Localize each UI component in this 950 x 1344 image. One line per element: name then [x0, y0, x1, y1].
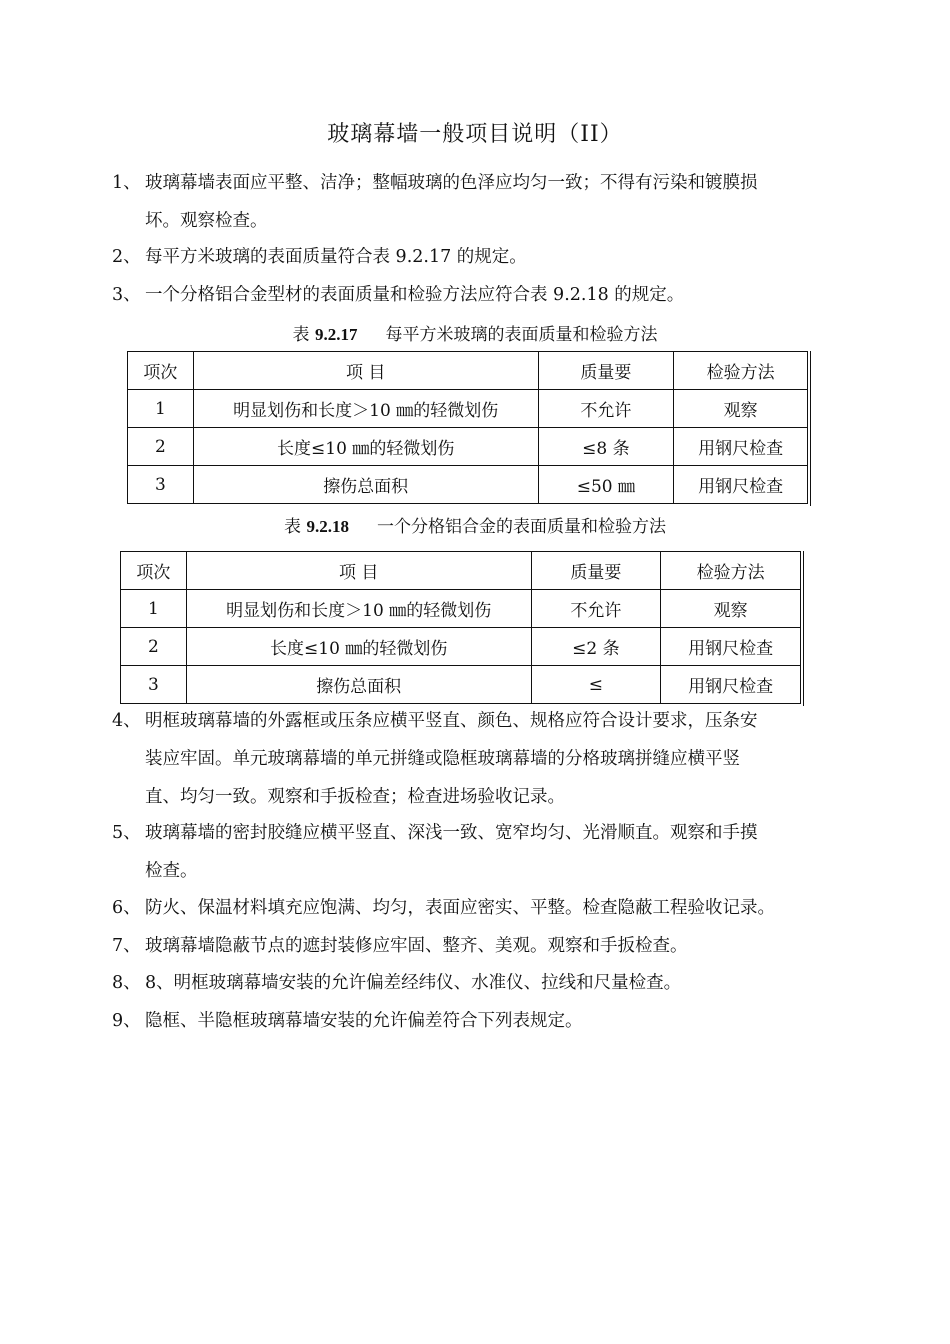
paragraph-2 [112, 238, 812, 276]
table-border-line [810, 351, 811, 506]
table-cell: 观察 [674, 390, 808, 428]
paragraph-number: 5、 [112, 823, 141, 843]
table-cell: 1 [121, 590, 187, 628]
header-cell: 项次 [121, 552, 187, 590]
table-cell: 擦伤总面积 [193, 466, 538, 504]
table-cell: 用钢尺检查 [674, 428, 808, 466]
table-cell: 用钢尺检查 [674, 466, 808, 504]
table-cell: 明显划伤和长度＞10 ㎜的轻微划伤 [193, 390, 538, 428]
table-cell: 2 [121, 628, 187, 666]
table-9-2-17 [127, 351, 808, 504]
caption-text: 一个分格铝合金的表面质量和检验方法 [376, 517, 666, 537]
header-cell: 项次 [128, 352, 194, 390]
caption-prefix: 表 [292, 325, 315, 345]
paragraph-6 [112, 889, 812, 927]
header-cell: 质量要 [538, 352, 674, 390]
table-cell: 明显划伤和长度＞10 ㎜的轻微划伤 [186, 590, 531, 628]
table-cell: 2 [128, 428, 194, 466]
caption-number: 9.2.18 [306, 517, 349, 536]
paragraph-7 [112, 927, 812, 965]
table-cell: 观察 [661, 590, 801, 628]
header-cell: 项 目 [186, 552, 531, 590]
paragraph-text: 装应牢固。单元玻璃幕墙的单元拼缝或隐框玻璃幕墙的分格玻璃拼缝应横平竖 [145, 749, 740, 769]
table-row [121, 590, 801, 628]
paragraph-8 [112, 964, 812, 1002]
caption-text: 每平方米玻璃的表面质量和检验方法 [385, 325, 658, 345]
paragraph-number: 8、 [112, 973, 141, 993]
table-cell: 用钢尺检查 [661, 666, 801, 704]
paragraph-text: 检查。 [145, 861, 198, 881]
paragraph-3 [112, 276, 812, 314]
table-cell: ≤ [531, 666, 661, 704]
paragraph-number: 6、 [112, 898, 141, 918]
header-cell: 质量要 [531, 552, 661, 590]
table-row [128, 428, 808, 466]
paragraph-number: 1、 [112, 173, 141, 193]
table-cell: 不允许 [531, 590, 661, 628]
table-row [121, 628, 801, 666]
caption-prefix: 表 [284, 517, 307, 537]
table-caption-9-2-18 [0, 512, 950, 537]
page-title: 玻璃幕墙一般项目说明（II） [327, 122, 623, 147]
paragraph-text: 8、明框玻璃幕墙安装的允许偏差经纬仪、水准仪、拉线和尺量检查。 [145, 973, 682, 993]
table-cell: ≤2 条 [531, 628, 661, 666]
table-row [128, 466, 808, 504]
table-cell: 长度≤10 ㎜的轻微划伤 [186, 628, 531, 666]
table-header-row [121, 552, 801, 590]
table-cell: 3 [121, 666, 187, 704]
paragraph-text: 玻璃幕墙隐蔽节点的遮封装修应牢固、整齐、美观。观察和手扳检查。 [145, 936, 688, 956]
paragraph-number: 2、 [112, 247, 141, 267]
table-border-line [803, 551, 804, 706]
header-cell: 检验方法 [661, 552, 801, 590]
paragraph-1 [112, 164, 812, 240]
table-cell: 长度≤10 ㎜的轻微划伤 [193, 428, 538, 466]
table-cell: ≤50 ㎜ [538, 466, 674, 504]
paragraph-text: 隐框、半隐框玻璃幕墙安装的允许偏差符合下列表规定。 [145, 1011, 583, 1031]
table-cell: ≤8 条 [538, 428, 674, 466]
table-cell: 擦伤总面积 [186, 666, 531, 704]
paragraph-number: 3、 [112, 285, 141, 305]
paragraph-number: 4、 [112, 711, 141, 731]
table-header-row [128, 352, 808, 390]
table-cell: 用钢尺检查 [661, 628, 801, 666]
paragraph-text: 一个分格铝合金型材的表面质量和检验方法应符合表 9.2.18 的规定。 [145, 285, 685, 305]
paragraph-number: 7、 [112, 936, 141, 956]
paragraph-9 [112, 1002, 812, 1040]
paragraph-4 [112, 702, 812, 816]
paragraph-text: 直、均匀一致。观察和手扳检查；检查进场验收记录。 [145, 787, 565, 807]
paragraph-text: 坏。观察检查。 [145, 211, 268, 231]
table-cell: 不允许 [538, 390, 674, 428]
table-9-2-18 [120, 551, 801, 704]
table-cell: 1 [128, 390, 194, 428]
paragraph-text: 玻璃幕墙的密封胶缝应横平竖直、深浅一致、宽窄均匀、光滑顺直。观察和手摸 [145, 823, 758, 843]
paragraph-5 [112, 814, 812, 890]
caption-number: 9.2.17 [314, 325, 358, 344]
header-cell: 检验方法 [674, 352, 808, 390]
header-cell: 项 目 [193, 352, 538, 390]
paragraph-text: 玻璃幕墙表面应平整、洁净；整幅玻璃的色泽应均匀一致；不得有污染和镀膜损 [145, 173, 758, 193]
table-row [121, 666, 801, 704]
paragraph-text: 防火、保温材料填充应饱满、均匀，表面应密实、平整。检查隐蔽工程验收记录。 [145, 898, 775, 918]
paragraph-text: 每平方米玻璃的表面质量符合表 9.2.17 的规定。 [145, 247, 527, 267]
table-caption-9-2-17 [0, 320, 950, 345]
table-row [128, 390, 808, 428]
table-cell: 3 [128, 466, 194, 504]
paragraph-text: 明框玻璃幕墙的外露框或压条应横平竖直、颜色、规格应符合设计要求，压条安 [145, 711, 758, 731]
paragraph-number: 9、 [112, 1011, 141, 1031]
